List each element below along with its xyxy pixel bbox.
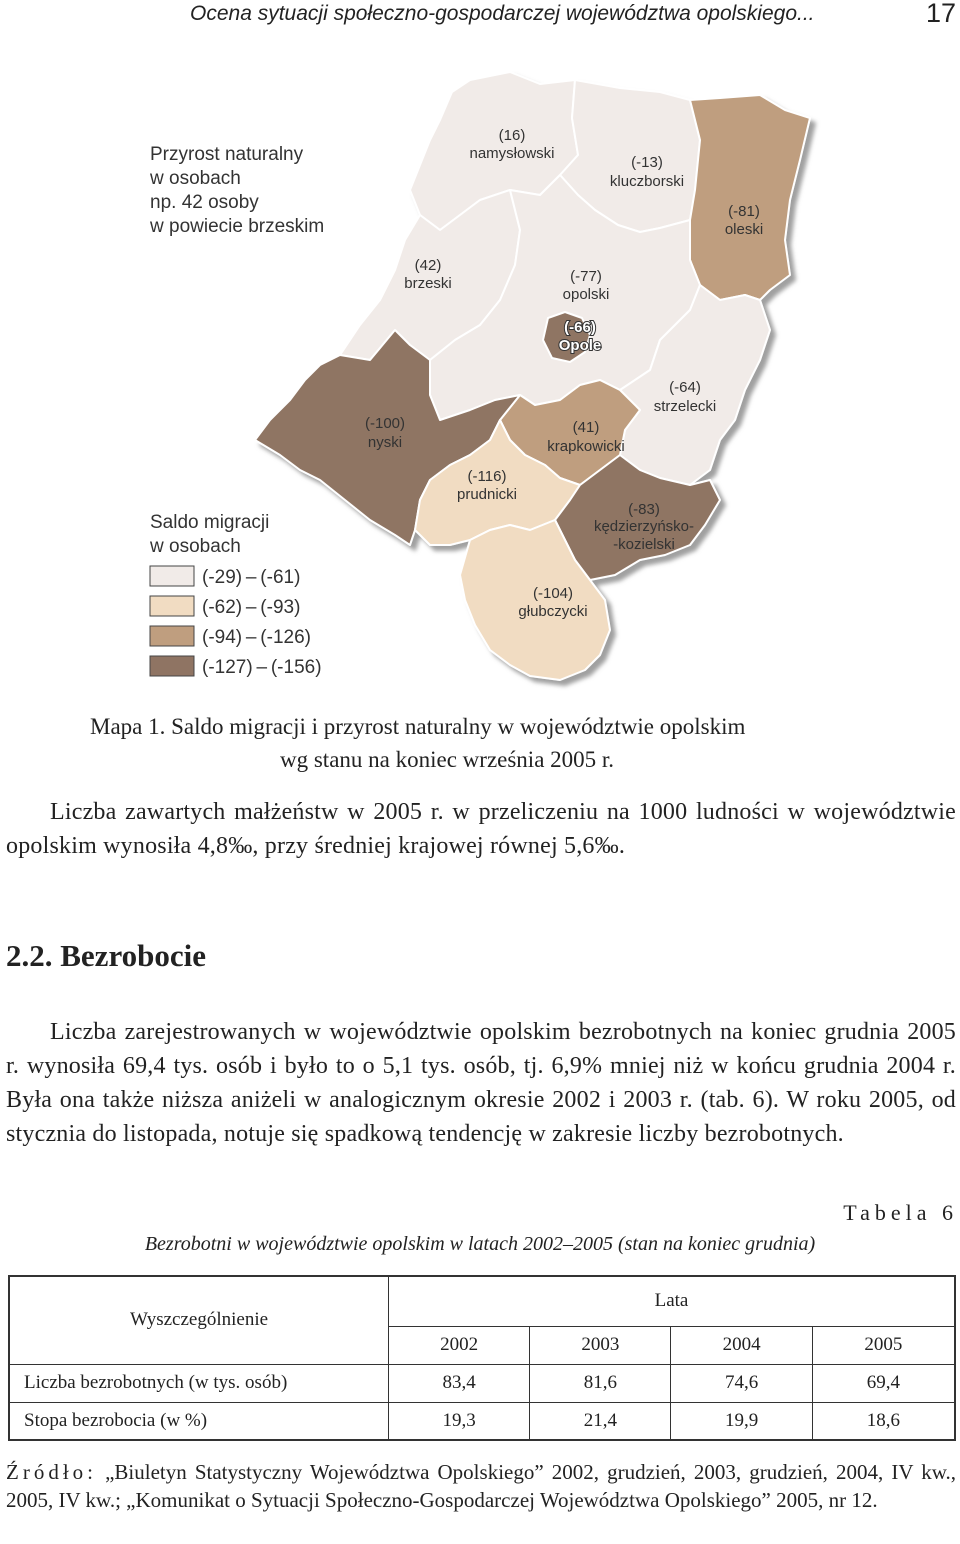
source-note	[6, 1458, 956, 1514]
legend-class-label-3: (-127) – (-156)	[202, 657, 322, 678]
label-brzeski-value: (42)	[414, 257, 442, 274]
label-krapkowicki-name: krapkowicki	[547, 438, 625, 455]
source-prefix: Źródło:	[6, 1460, 97, 1484]
legend-swatch-0	[150, 566, 194, 586]
table-year-2004: 2004	[671, 1326, 812, 1364]
page-number: 17	[925, 0, 956, 28]
table-cell: 21,4	[530, 1402, 671, 1440]
paragraph-unemployment: Liczba zarejestrowanych w województwie opolskim bezrobotnych na koniec grudnia 2005 r. wynosiła 69,4 tys. osób i było to o 5,1 tys. osób, tj. 6,9% mniej niż w końcu grudnia 2004 r. Była ona także niższa aniżeli w analogicznym okresie 2002 i 2003 r. (tab. 6). W roku 2005, od stycznia do listopada, notuje się spadkową tendencję w zakresie liczby bezrobotnych.	[6, 1019, 956, 1147]
legend-swatch-1	[150, 596, 194, 616]
table-caption: Bezrobotni w województwie opolskim w latach 2002–2005 (stan na koniec grudnia)	[144, 1233, 816, 1255]
legend-migration-title2: w osobach	[150, 536, 241, 557]
label-kedzierzynsko-value: (-83)	[628, 501, 660, 518]
source-text: „Biuletyn Statystyczny Województwa Opolskiego” 2002, grudzień, 2003, grudzień, 2004, IV kw., 2005, IV kw.; „Komunikat o Sytuacji Społeczno-Gospodarczej Województwa Opolskiego” 2005, nr 12.	[6, 1460, 956, 1512]
label-nyski-value: (-100)	[364, 415, 406, 432]
legend-growth-line2: w osobach	[150, 168, 241, 189]
label-glubczycki-value: (-104)	[532, 585, 574, 602]
table-header-group: Lata	[389, 1276, 956, 1326]
paragraph-marriages: Liczba zawartych małżeństw w 2005 r. w przeliczeniu na 1000 ludności w województwie opolskim wynosiła 4,8‰, przy średniej krajowej równej 5,6‰.	[6, 799, 956, 859]
table-header-left: Wyszczególnienie	[9, 1276, 389, 1364]
label-kedzierzynsko-name2: -kozielski	[613, 536, 675, 553]
legend-class-label-0: (-29) – (-61)	[202, 567, 301, 588]
table-row	[9, 1402, 955, 1440]
legend-class-label-2: (-94) – (-126)	[202, 627, 311, 648]
label-brzeski-name: brzeski	[404, 275, 452, 292]
table-year-2002: 2002	[389, 1326, 530, 1364]
table-cell: 69,4	[812, 1364, 955, 1402]
table-year-2005: 2005	[812, 1326, 955, 1364]
label-opolski-name: opolski	[562, 286, 610, 303]
label-krapkowicki-value: (41)	[572, 419, 600, 436]
label-prudnicki-value: (-116)	[467, 468, 507, 485]
legend-class-label-1: (-62) – (-93)	[202, 597, 301, 618]
table-row	[9, 1364, 955, 1402]
table-row-label: Stopa bezrobocia (w %)	[9, 1402, 389, 1440]
label-strzelecki-value: (-64)	[669, 379, 701, 396]
label-kluczborski-value: (-13)	[631, 154, 663, 171]
table-cell: 19,3	[389, 1402, 530, 1440]
map-caption	[90, 710, 890, 776]
label-prudnicki-name: prudnicki	[456, 486, 518, 503]
label-strzelecki-name: strzelecki	[653, 398, 717, 415]
table-cell: 19,9	[671, 1402, 812, 1440]
legend-migration-title1: Saldo migracji	[150, 512, 270, 533]
legend-swatch-2	[150, 626, 194, 646]
map-caption-line2: wg stanu na koniec września 2005 r.	[280, 747, 615, 772]
unemployment-table	[8, 1275, 956, 1441]
label-namyslowski-value: (16)	[498, 127, 526, 144]
label-oleski-value: (-81)	[728, 203, 760, 220]
label-kedzierzynsko-name: kędzierzyńsko-	[593, 518, 695, 535]
label-opole-value: (-66)	[564, 319, 596, 336]
county-map	[0, 60, 960, 700]
label-oleski-name: oleski	[724, 221, 764, 238]
map-caption-line1: Mapa 1. Saldo migracji i przyrost naturalny w województwie opolskim	[90, 714, 746, 739]
table-year-2003: 2003	[530, 1326, 671, 1364]
legend-swatch-3	[150, 656, 194, 676]
legend-growth-line3: np. 42 osoby	[150, 192, 259, 213]
table-cell: 81,6	[530, 1364, 671, 1402]
table-cell: 74,6	[671, 1364, 812, 1402]
label-kluczborski-name: kluczborski	[609, 173, 685, 190]
table-row-label: Liczba bezrobotnych (w tys. osób)	[9, 1364, 389, 1402]
table-cell: 18,6	[812, 1402, 955, 1440]
label-opolski-value: (-77)	[570, 268, 602, 285]
label-glubczycki-name: głubczycki	[518, 603, 588, 620]
table-label: Tabela 6	[843, 1200, 958, 1225]
running-header: Ocena sytuacji społeczno-gospodarczej województwa opolskiego...	[190, 2, 815, 25]
label-namyslowski-name: namysłowski	[469, 145, 555, 162]
section-heading: 2.2. Bezrobocie	[6, 938, 207, 973]
label-opole-name: Opole	[558, 337, 602, 354]
county-oleski	[690, 95, 810, 300]
label-nyski-name: nyski	[367, 434, 403, 451]
legend-growth-line4: w powiecie brzeskim	[150, 216, 325, 237]
table-cell: 83,4	[389, 1364, 530, 1402]
legend-growth-line1: Przyrost naturalny	[150, 144, 304, 165]
